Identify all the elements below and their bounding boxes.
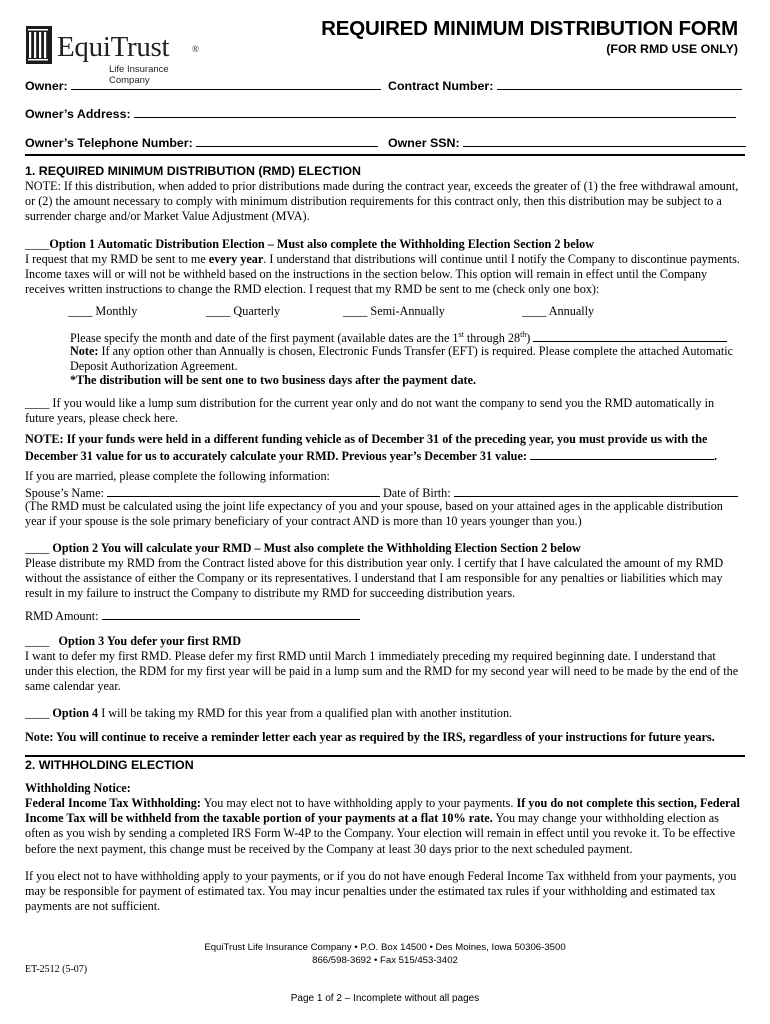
section1-note: NOTE: If this distribution, when added to prior distributions made during the contract year, exceeds the greater of (1) the free withdrawal amount, or (2) the amount necessary to comply with minimum distribution requirements for this contract only, then this distribution may be subject to a surrender charge and/or Market Value Adjustment (MVA). (25, 179, 739, 224)
spouse-name-label: Spouse’s Name: (25, 486, 104, 500)
freq-quarterly[interactable]: ____ Quarterly (206, 304, 281, 318)
withholding-paragraph (25, 796, 745, 857)
option2-title: Option 2 You will calculate your RMD – Must also complete the Withholding Election Section 2 below (49, 541, 581, 555)
first-payment-input[interactable] (533, 329, 727, 342)
section1-rule (25, 154, 745, 156)
contract-number-input[interactable] (497, 77, 742, 90)
joint-note: (The RMD must be calculated using the joint life expectancy of you and your spouse, based on your attained ages in the applicable distribution year if your spouse is the sole primary beneficiary of your contract AND is more than 10 years younger than you.) (25, 499, 723, 529)
married-intro: If you are married, please complete the following information: (25, 469, 330, 483)
funds-note: NOTE: If your funds were held in a different funding vehicle as of December 31 of the preceding year, you must provide us with the December 31 value for us to accurately calculate your RMD. Previous year’s December 31 value: . (25, 432, 718, 464)
option1-text-a: I request that my RMD be sent to me (25, 252, 209, 266)
owner-phone-input[interactable] (196, 134, 378, 147)
withholding-notice-title: Withholding Notice: (25, 781, 131, 795)
pillar-logo-icon (26, 26, 52, 64)
company-logo (26, 24, 211, 86)
owner-address-field (25, 105, 736, 121)
option3-title: Option 3 You defer your first RMD (58, 634, 242, 648)
reminder-note: Note: You will continue to receive a reminder letter each year as required by the IRS, regardless of your instructions for future years. (25, 730, 715, 744)
spouse-name-input[interactable] (107, 484, 380, 497)
option2-text: Please distribute my RMD from the Contract listed above for this distribution year only. I certify that I have calculated the amount of my RMD without the assistance of either the Company or its representatives. I understand that I am responsible for any penalties or liabilities which may result in my failure to instruct the Company to distribute my RMD for succeeding distribution years. (25, 556, 724, 601)
owner-phone-label: Owner’s Telephone Number: (25, 136, 193, 150)
rmd-amount-label: RMD Amount: (25, 609, 99, 623)
contract-number-field (388, 77, 742, 93)
fed-label: Federal Income Tax Withholding: (25, 796, 201, 810)
option3-blank[interactable]: ____ (25, 634, 50, 648)
owner-label: Owner: (25, 79, 68, 93)
eft-label: Note: (70, 344, 99, 358)
owner-ssn-label: Owner SSN: (388, 136, 460, 150)
owner-address-input[interactable] (134, 105, 736, 118)
form-title: REQUIRED MINIMUM DISTRIBUTION FORM (321, 17, 738, 40)
fed-text2: You may change your withholding election as often as you wish by sending a completed IRS Form W-4P to the Company. Your election will remain in effect until you revoke it. To be effective before the next payment, this change must be received by the Company at least 30 days prior to the next scheduled payment. (25, 811, 736, 856)
logo-registered: ® (192, 44, 199, 54)
lump-sum-option[interactable]: ____ If you would like a lump sum distribution for the current year only and do not want the company to send you the RMD automatically in future years, please check here. (25, 396, 715, 426)
freq-monthly[interactable]: ____ Monthly (68, 304, 138, 318)
logo-subtitle: Life Insurance Company (109, 64, 169, 86)
funds-note-text: NOTE: If your funds were held in a different funding vehicle as of December 31 of the preceding year, you must provide us with the December 31 value for us to accurately calculate your RMD. Previous year’s December 31 value: (25, 432, 708, 464)
eft-note (70, 344, 740, 374)
option1-text-c: . I understand that distributions will continue until I notify the Company to discontinue payments. Income taxes will or will not be withheld based on the instructions in the section below. This option will remain in effect until the Company receives written instructions to change the RMD election. I request that my RMD be sent to me (check only one box): (25, 252, 740, 297)
dec31-value-input[interactable] (530, 447, 714, 460)
first-payment-a: Please specify the month and date of the first payment (available dates are the 1 (70, 331, 459, 346)
option2-blank[interactable]: ____ (25, 541, 50, 555)
first-payment-b: through 28 (463, 331, 521, 346)
owner-input[interactable] (71, 77, 381, 90)
fed-bold: If you do not complete this section, Federal Income Tax will be withheld from the taxable portion of your payments at a flat 10% rate. (25, 796, 740, 826)
option1-title: Option 1 Automatic Distribution Election – Must also complete the Withholding Election Section 2 below (49, 237, 594, 251)
option4-text: I will be taking my RMD for this year from a qualified plan with another institution. (98, 706, 513, 720)
rmd-amount-input[interactable] (102, 607, 360, 620)
owner-field (25, 77, 381, 93)
first-payment-c: ) (526, 331, 534, 346)
section2-rule (25, 755, 745, 757)
option1-text-b: every year (208, 252, 264, 266)
owner-ssn-input[interactable] (463, 134, 746, 147)
form-subtitle: (FOR RMD USE ONLY) (606, 42, 738, 56)
option2-heading (25, 541, 745, 556)
footer-phone: 866/598-3692 • Fax 515/453-3402 (312, 955, 458, 966)
option4-title: Option 4 (52, 706, 99, 720)
logo-name: EquiTrust (57, 31, 170, 63)
rmd-amount-line (25, 607, 360, 624)
option3-text: I want to defer my first RMD. Please defer my first RMD until March 1 immediately preceding my required beginning date. I understand that under this election, the RDM for my first year will be paid in a lump sum and the RMD for my second year will need to be made by the end of the same calendar year. (25, 649, 739, 694)
first-payment-sup2: th (520, 330, 527, 339)
fed-text1: You may elect not to have withholding apply to your payments. (200, 796, 517, 810)
page-number: Page 1 of 2 – Incomplete without all pages (290, 993, 480, 1004)
footer-address: EquiTrust Life Insurance Company • P.O. Box 14500 • Des Moines, Iowa 50306-3500 (204, 942, 566, 953)
option1-heading (25, 237, 745, 252)
option1-text (25, 252, 741, 298)
dob-label: Date of Birth: (382, 486, 451, 500)
owner-address-label: Owner’s Address: (25, 107, 131, 121)
option4-blank[interactable]: ____ (25, 706, 50, 720)
section2-heading: 2. WITHHOLDING ELECTION (25, 758, 194, 772)
dob-input[interactable] (454, 484, 738, 497)
option4-line (25, 706, 741, 721)
contract-number-label: Contract Number: (388, 79, 494, 93)
option1-blank[interactable]: ____ (25, 237, 50, 251)
owner-ssn-field (388, 134, 746, 150)
withholding-paragraph-2: If you elect not to have withholding apply to your payments, or if you do not have enough Federal Income Tax withheld from your payments, you may be responsible for payment of estimated tax. You may incur penalties under the estimated tax rules if your withholding and estimated tax payments are not sufficient. (25, 869, 737, 914)
freq-semi-annually[interactable]: ____ Semi-Annually (343, 304, 445, 318)
distribution-note: *The distribution will be sent one to two business days after the payment date. (70, 373, 477, 387)
option3-heading (25, 634, 241, 649)
eft-text: If any option other than Annually is chosen, Electronic Funds Transfer (EFT) is required. Please complete the attached Automatic Deposit Authorization Agreement. (70, 344, 734, 374)
owner-phone-field (25, 134, 378, 150)
section1-heading: 1. REQUIRED MINIMUM DISTRIBUTION (RMD) ELECTION (25, 164, 361, 178)
first-payment-sup1: st (458, 330, 464, 339)
freq-annually[interactable]: ____ Annually (522, 304, 595, 318)
form-id: ET-2512 (5-07) (25, 964, 88, 975)
